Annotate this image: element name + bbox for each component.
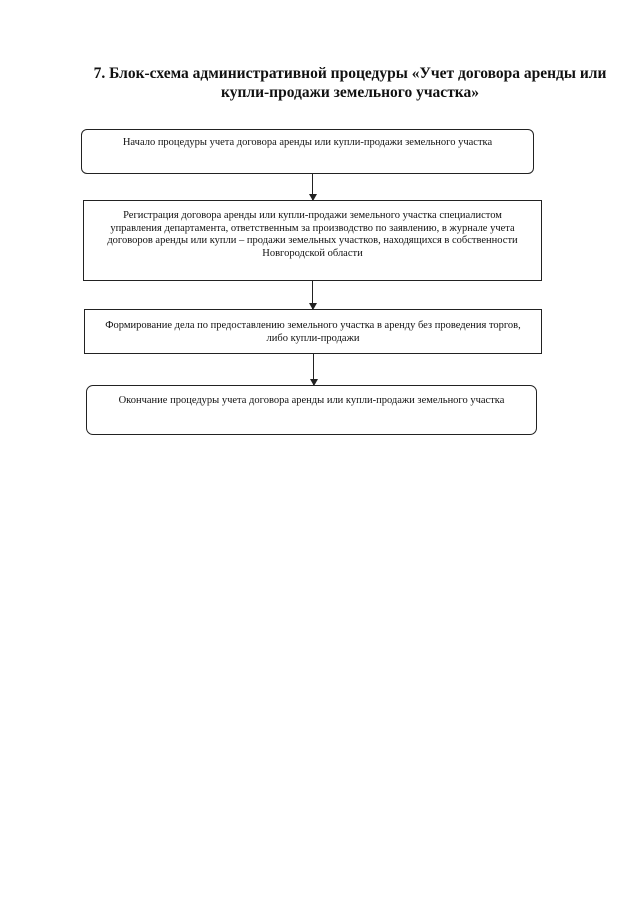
page-title-line-1: 7. Блок-схема административной процедуры «Учет договора аренды или [93,65,607,82]
page-title [70,64,630,102]
flow-arrow-registration-to-formation [312,281,313,309]
flow-formation-text-line-1: Формирование дела по предоставлению земельного участка в аренду без проведения торгов, [105,320,521,331]
flow-registration-text-line-4: Новгородской области [262,247,363,259]
flow-registration-box [83,200,542,281]
flow-registration-text-line-2: управления департамента, ответственным за производство по заявлению, в журнале учета [110,222,515,234]
flow-formation-text-line-2: либо купли-продажи [266,332,360,344]
page-title-line-2: купли-продажи земельного участка» [221,84,479,101]
flow-end-text: Окончание процедуры учета договора аренды или купли-продажи земельного участка [118,395,505,406]
flow-formation-box [84,309,542,354]
flow-end-box [86,385,537,435]
flow-arrow-formation-to-end [313,354,314,385]
flow-start-text: Начало процедуры учета договора аренды или купли-продажи земельного участка [122,137,493,148]
flow-registration-text-line-3: договоров аренды или купли – продажи земельных участков, находящихся в собственности [107,235,518,246]
flow-start-box [81,129,534,174]
flow-arrow-start-to-registration [312,174,313,200]
flow-registration-text-line-1: Регистрация договора аренды или купли-продажи земельного участка специалистом [123,210,502,221]
